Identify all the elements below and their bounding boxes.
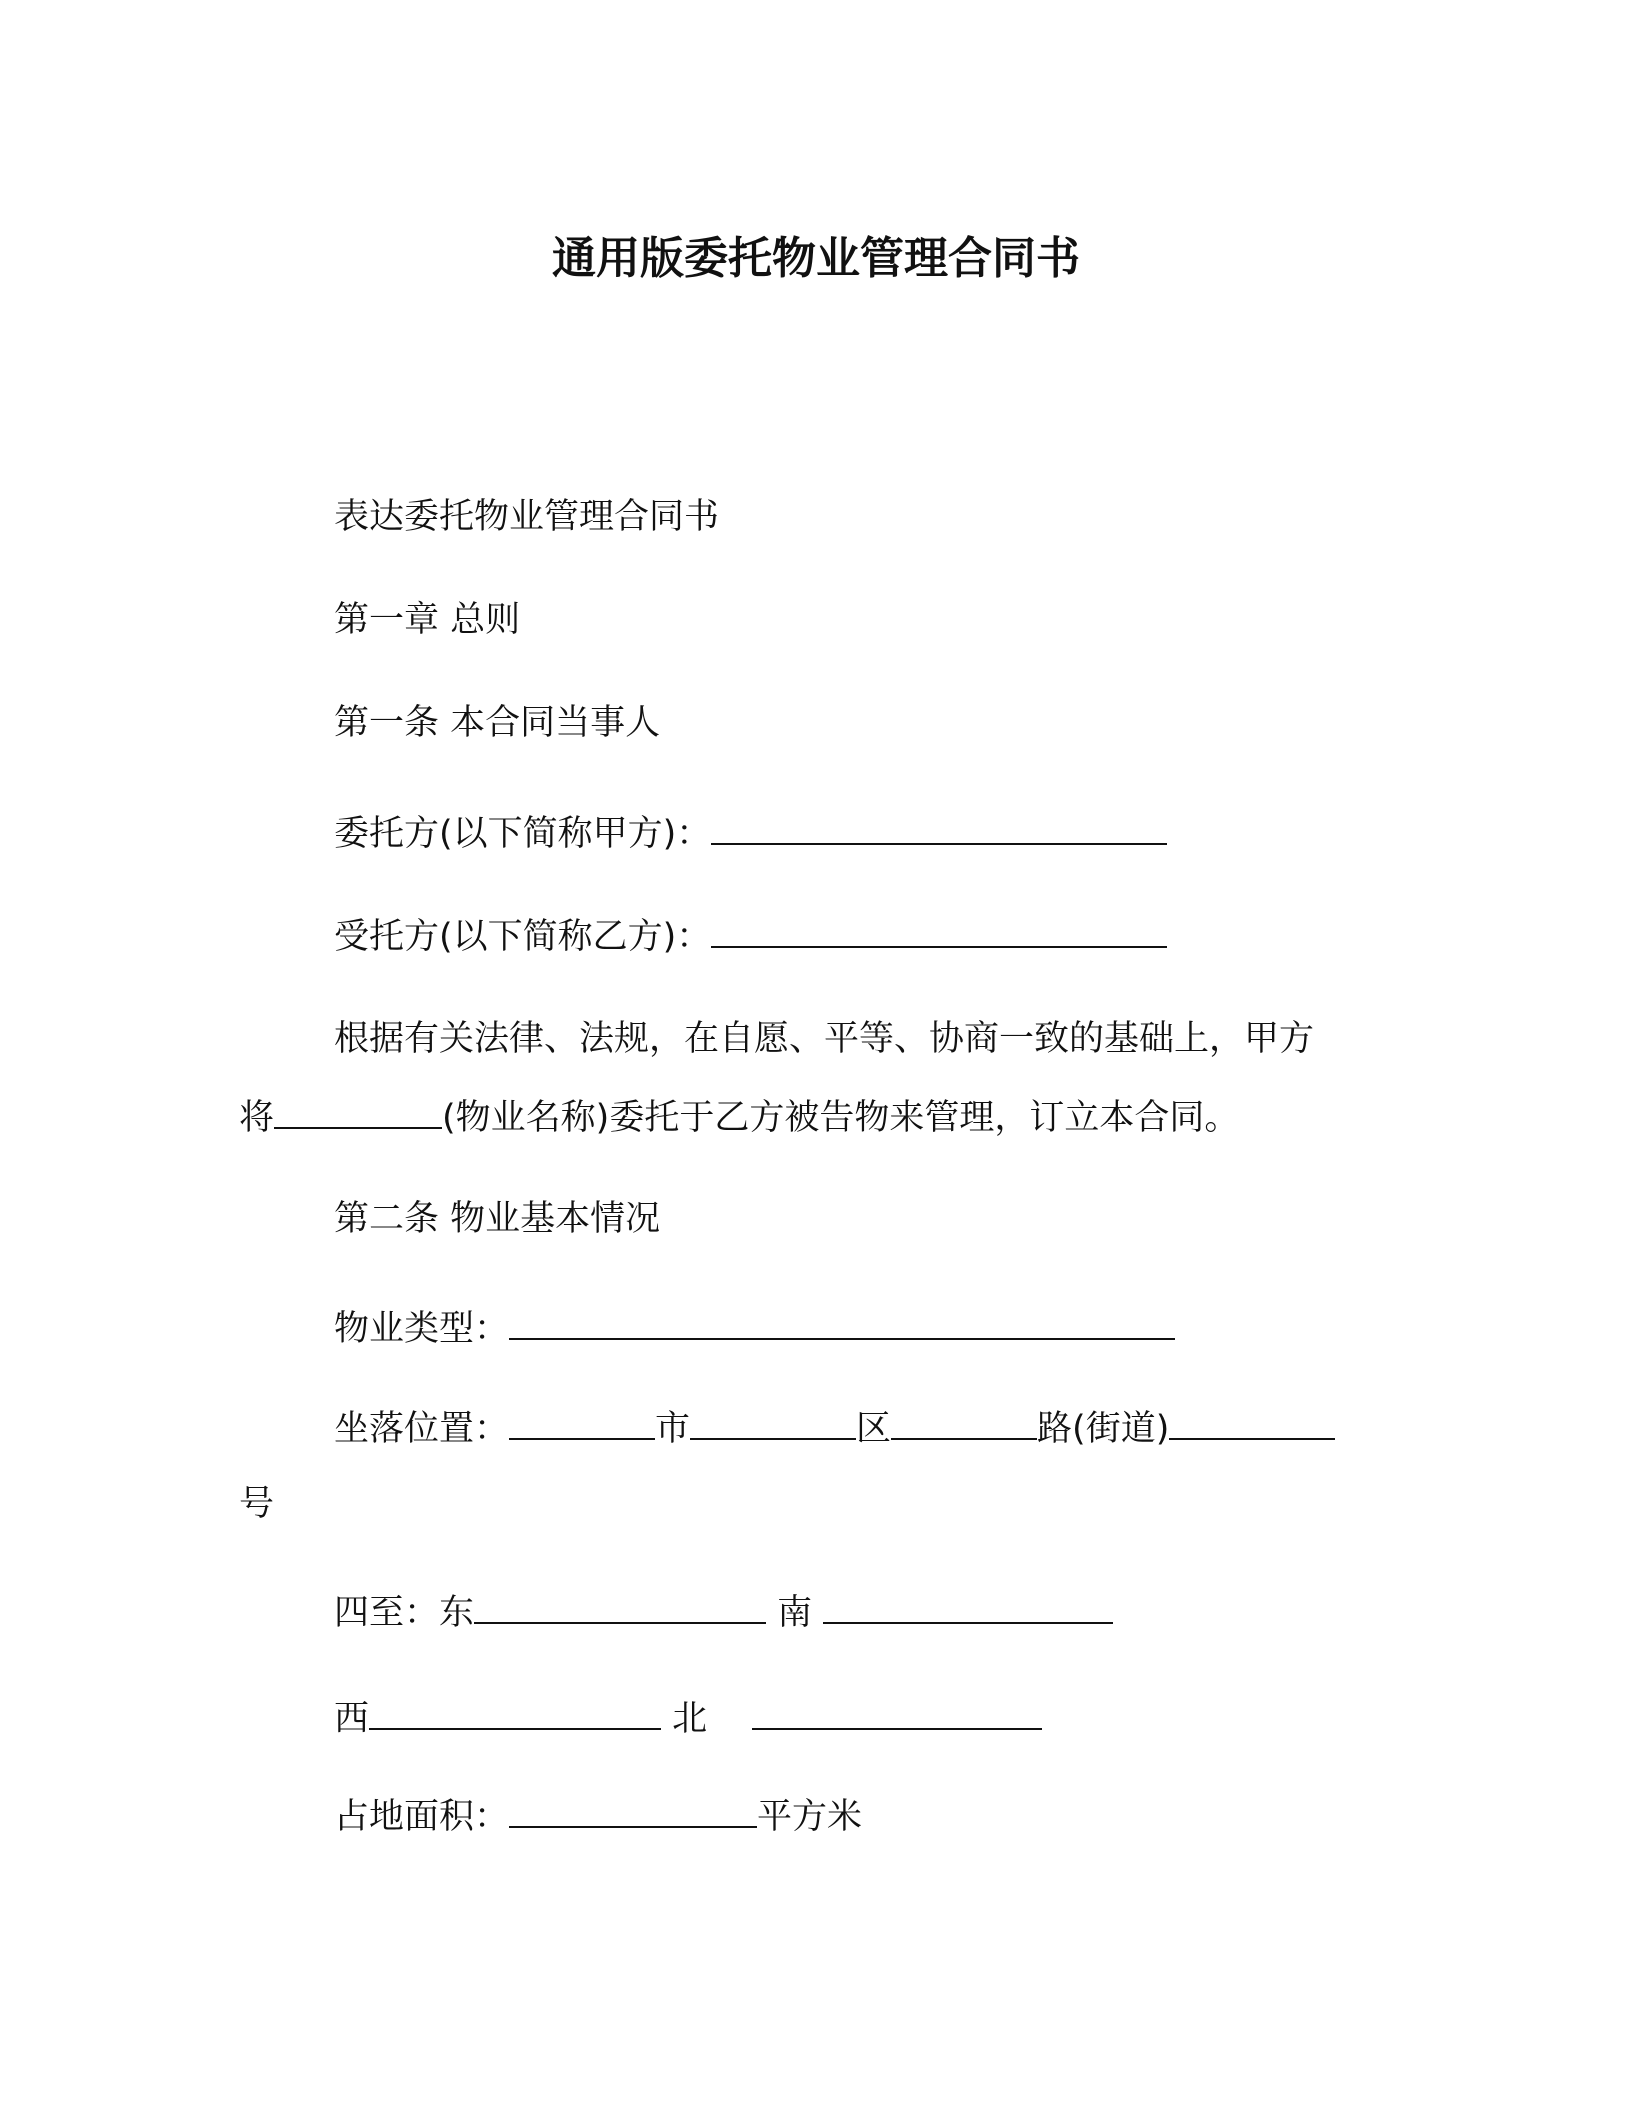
party-b-label: 受托方(以下简称乙方)： (334, 917, 712, 957)
number-blank[interactable] (1169, 1406, 1335, 1440)
para-prefix: 将 (239, 1098, 275, 1138)
document-title: 通用版委托物业管理合同书 (552, 233, 1080, 284)
property-type-label: 物业类型： (334, 1309, 510, 1349)
subtitle-line: 表达委托物业管理合同书 (334, 497, 720, 537)
location-label: 坐落位置： (334, 1409, 510, 1449)
property-type-blank[interactable] (509, 1306, 1175, 1340)
north-label: 北 (672, 1699, 708, 1739)
east-label: 东 (439, 1593, 475, 1633)
east-blank[interactable] (474, 1590, 766, 1624)
party-a-blank[interactable] (711, 811, 1167, 845)
article-2-heading: 第二条 物业基本情况 (334, 1199, 661, 1239)
party-b-blank[interactable] (711, 914, 1167, 948)
area-line (334, 1794, 862, 1839)
area-blank[interactable] (509, 1794, 757, 1828)
north-blank[interactable] (752, 1696, 1042, 1730)
chapter-heading: 第一章 总则 (334, 600, 521, 640)
location-line (334, 1406, 1335, 1451)
para-suffix: (物业名称)委托于乙方被告物来管理，订立本合同。 (442, 1098, 1240, 1138)
west-label: 西 (334, 1699, 370, 1739)
south-label: 南 (777, 1593, 813, 1633)
paragraph-line-2 (239, 1095, 1239, 1140)
party-a-label: 委托方(以下简称甲方)： (334, 814, 712, 854)
party-b-line (334, 914, 1167, 959)
road-label: 路(街道) (1037, 1409, 1170, 1449)
party-a-line (334, 811, 1167, 856)
property-name-blank[interactable] (274, 1095, 442, 1129)
city-label: 市 (655, 1409, 691, 1449)
south-blank[interactable] (823, 1590, 1113, 1624)
location-number-line: 号 (239, 1484, 275, 1524)
boundaries-line-1 (334, 1590, 1113, 1635)
property-type-line (334, 1306, 1175, 1351)
paragraph-line-1: 根据有关法律、法规，在自愿、平等、协商一致的基础上，甲方 (334, 1019, 1315, 1059)
boundaries-label: 四至： (334, 1593, 440, 1633)
area-unit: 平方米 (757, 1797, 863, 1837)
boundaries-line-2 (334, 1696, 1042, 1741)
article-1-heading: 第一条 本合同当事人 (334, 703, 661, 743)
west-blank[interactable] (369, 1696, 661, 1730)
area-label: 占地面积： (334, 1797, 510, 1837)
road-blank[interactable] (891, 1406, 1037, 1440)
city-blank[interactable] (509, 1406, 655, 1440)
district-label: 区 (856, 1409, 892, 1449)
district-blank[interactable] (690, 1406, 856, 1440)
